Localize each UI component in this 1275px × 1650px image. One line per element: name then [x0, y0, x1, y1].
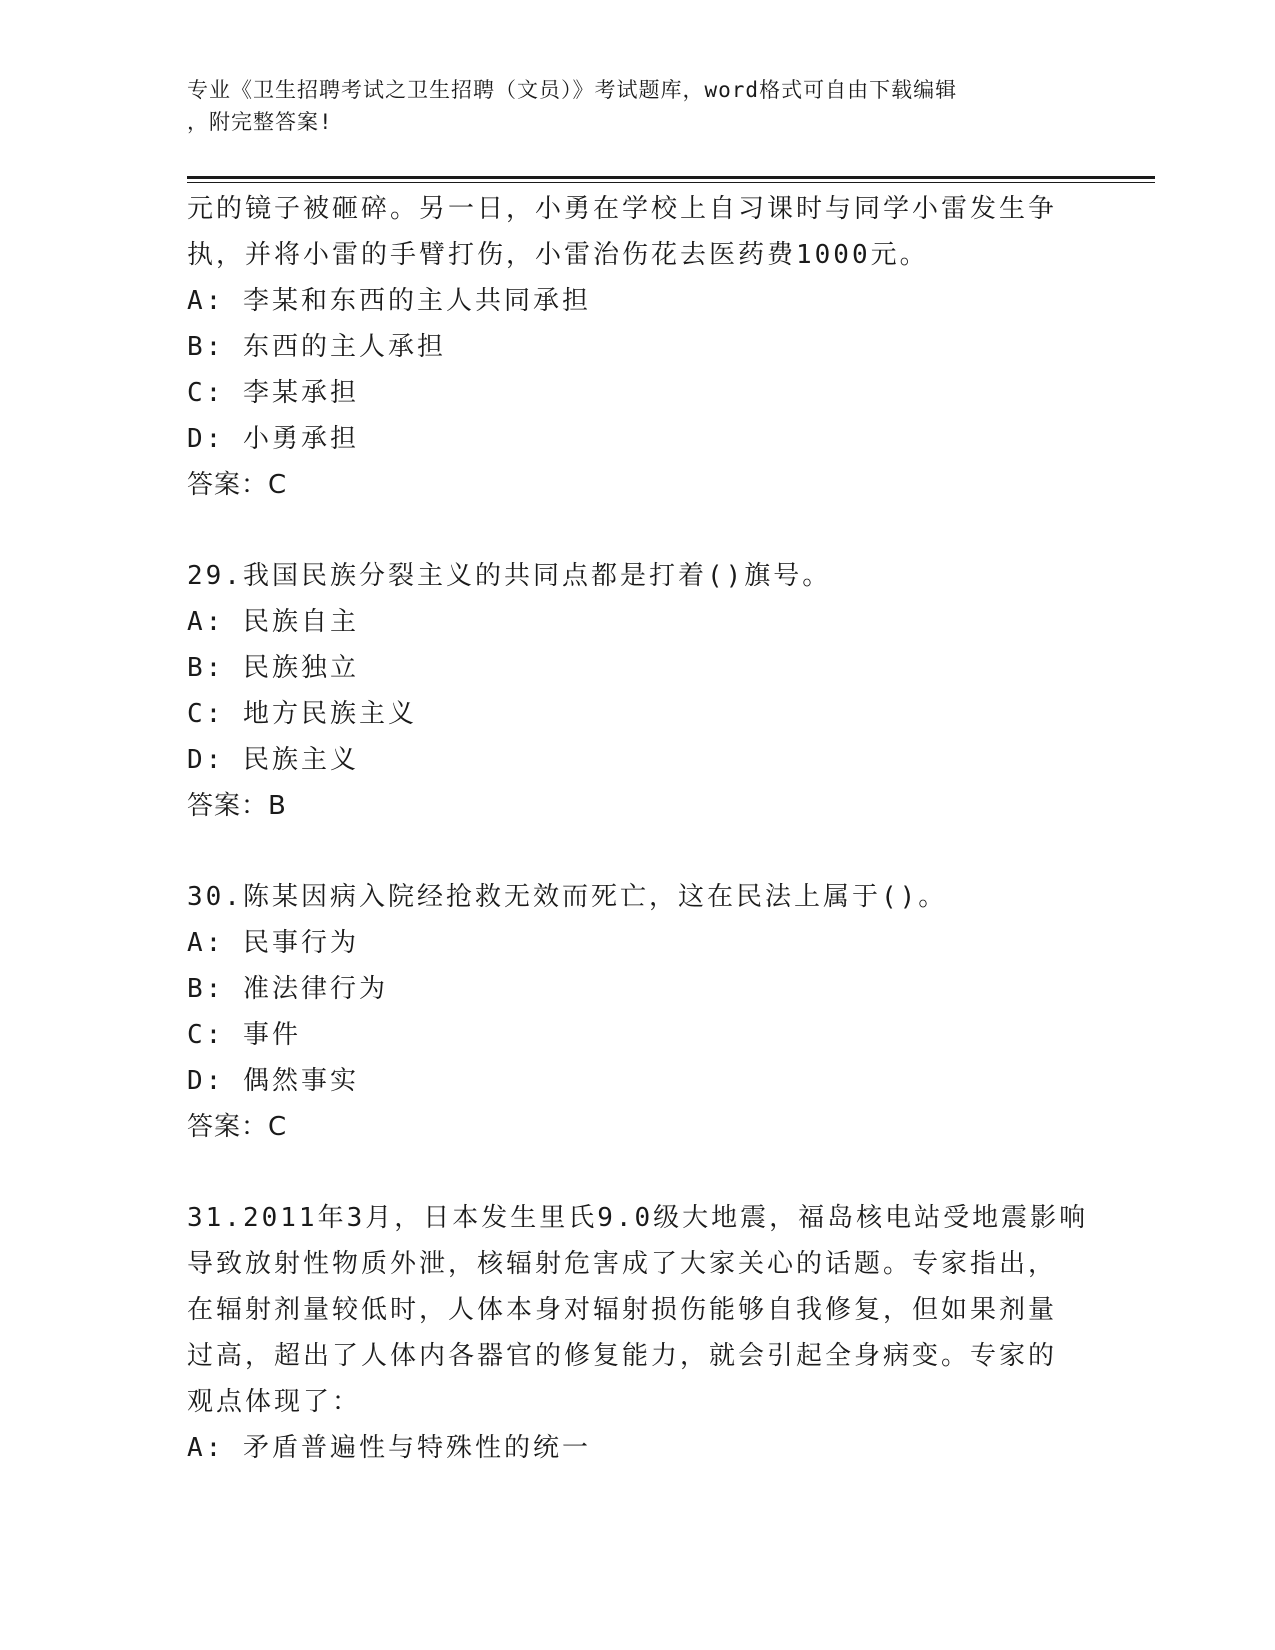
question-content	[187, 186, 1087, 1471]
question-28-continuation	[187, 186, 1087, 508]
option-d: D: 小勇承担	[187, 424, 359, 454]
option-b: B: 东西的主人承担	[187, 332, 446, 362]
question-spacer	[187, 1150, 1087, 1195]
option-d: D: 民族主义	[187, 745, 359, 775]
option-a: A: 李某和东西的主人共同承担	[187, 286, 591, 316]
option-c: C: 李某承担	[187, 378, 359, 408]
question-text-line: 29.我国民族分裂主义的共同点都是打着()旗号。	[187, 561, 832, 591]
document-header	[187, 74, 1087, 138]
question-text-line: 31.2011年3月，日本发生里氏9.0级大地震，福岛核电站受地震影响	[187, 1203, 1089, 1233]
header-line-2: ，附完整答案!	[187, 110, 333, 134]
question-text-line: 过高，超出了人体内各器官的修复能力，就会引起全身病变。专家的	[187, 1341, 1058, 1371]
option-d: D: 偶然事实	[187, 1066, 359, 1096]
header-divider-thin	[187, 182, 1155, 183]
header-divider-thick	[187, 176, 1155, 179]
question-spacer	[187, 508, 1087, 553]
answer-label: 答案：C	[187, 470, 288, 500]
answer-label: 答案：B	[187, 791, 287, 821]
question-spacer	[187, 829, 1087, 874]
question-text-line: 观点体现了：	[187, 1387, 362, 1417]
question-text-line: 执，并将小雷的手臂打伤，小雷治伤花去医药费1000元。	[187, 240, 929, 270]
option-a: A: 民族自主	[187, 607, 359, 637]
header-line-1: 专业《卫生招聘考试之卫生招聘（文员）》考试题库，word格式可自由下载编辑	[187, 78, 958, 102]
question-text-line: 30.陈某因病入院经抢救无效而死亡，这在民法上属于()。	[187, 882, 948, 912]
option-b: B: 准法律行为	[187, 974, 388, 1004]
option-a: A: 矛盾普遍性与特殊性的统一	[187, 1433, 591, 1463]
answer-label: 答案：C	[187, 1112, 288, 1142]
option-b: B: 民族独立	[187, 653, 359, 683]
question-31	[187, 1195, 1087, 1471]
question-text-line: 导致放射性物质外泄，核辐射危害成了大家关心的话题。专家指出，	[187, 1249, 1058, 1279]
question-30	[187, 874, 1087, 1150]
question-text-line: 元的镜子被砸碎。另一日，小勇在学校上自习课时与同学小雷发生争	[187, 194, 1058, 224]
option-c: C: 地方民族主义	[187, 699, 417, 729]
question-29	[187, 553, 1087, 829]
option-a: A: 民事行为	[187, 928, 359, 958]
question-text-line: 在辐射剂量较低时，人体本身对辐射损伤能够自我修复，但如果剂量	[187, 1295, 1058, 1325]
option-c: C: 事件	[187, 1020, 301, 1050]
